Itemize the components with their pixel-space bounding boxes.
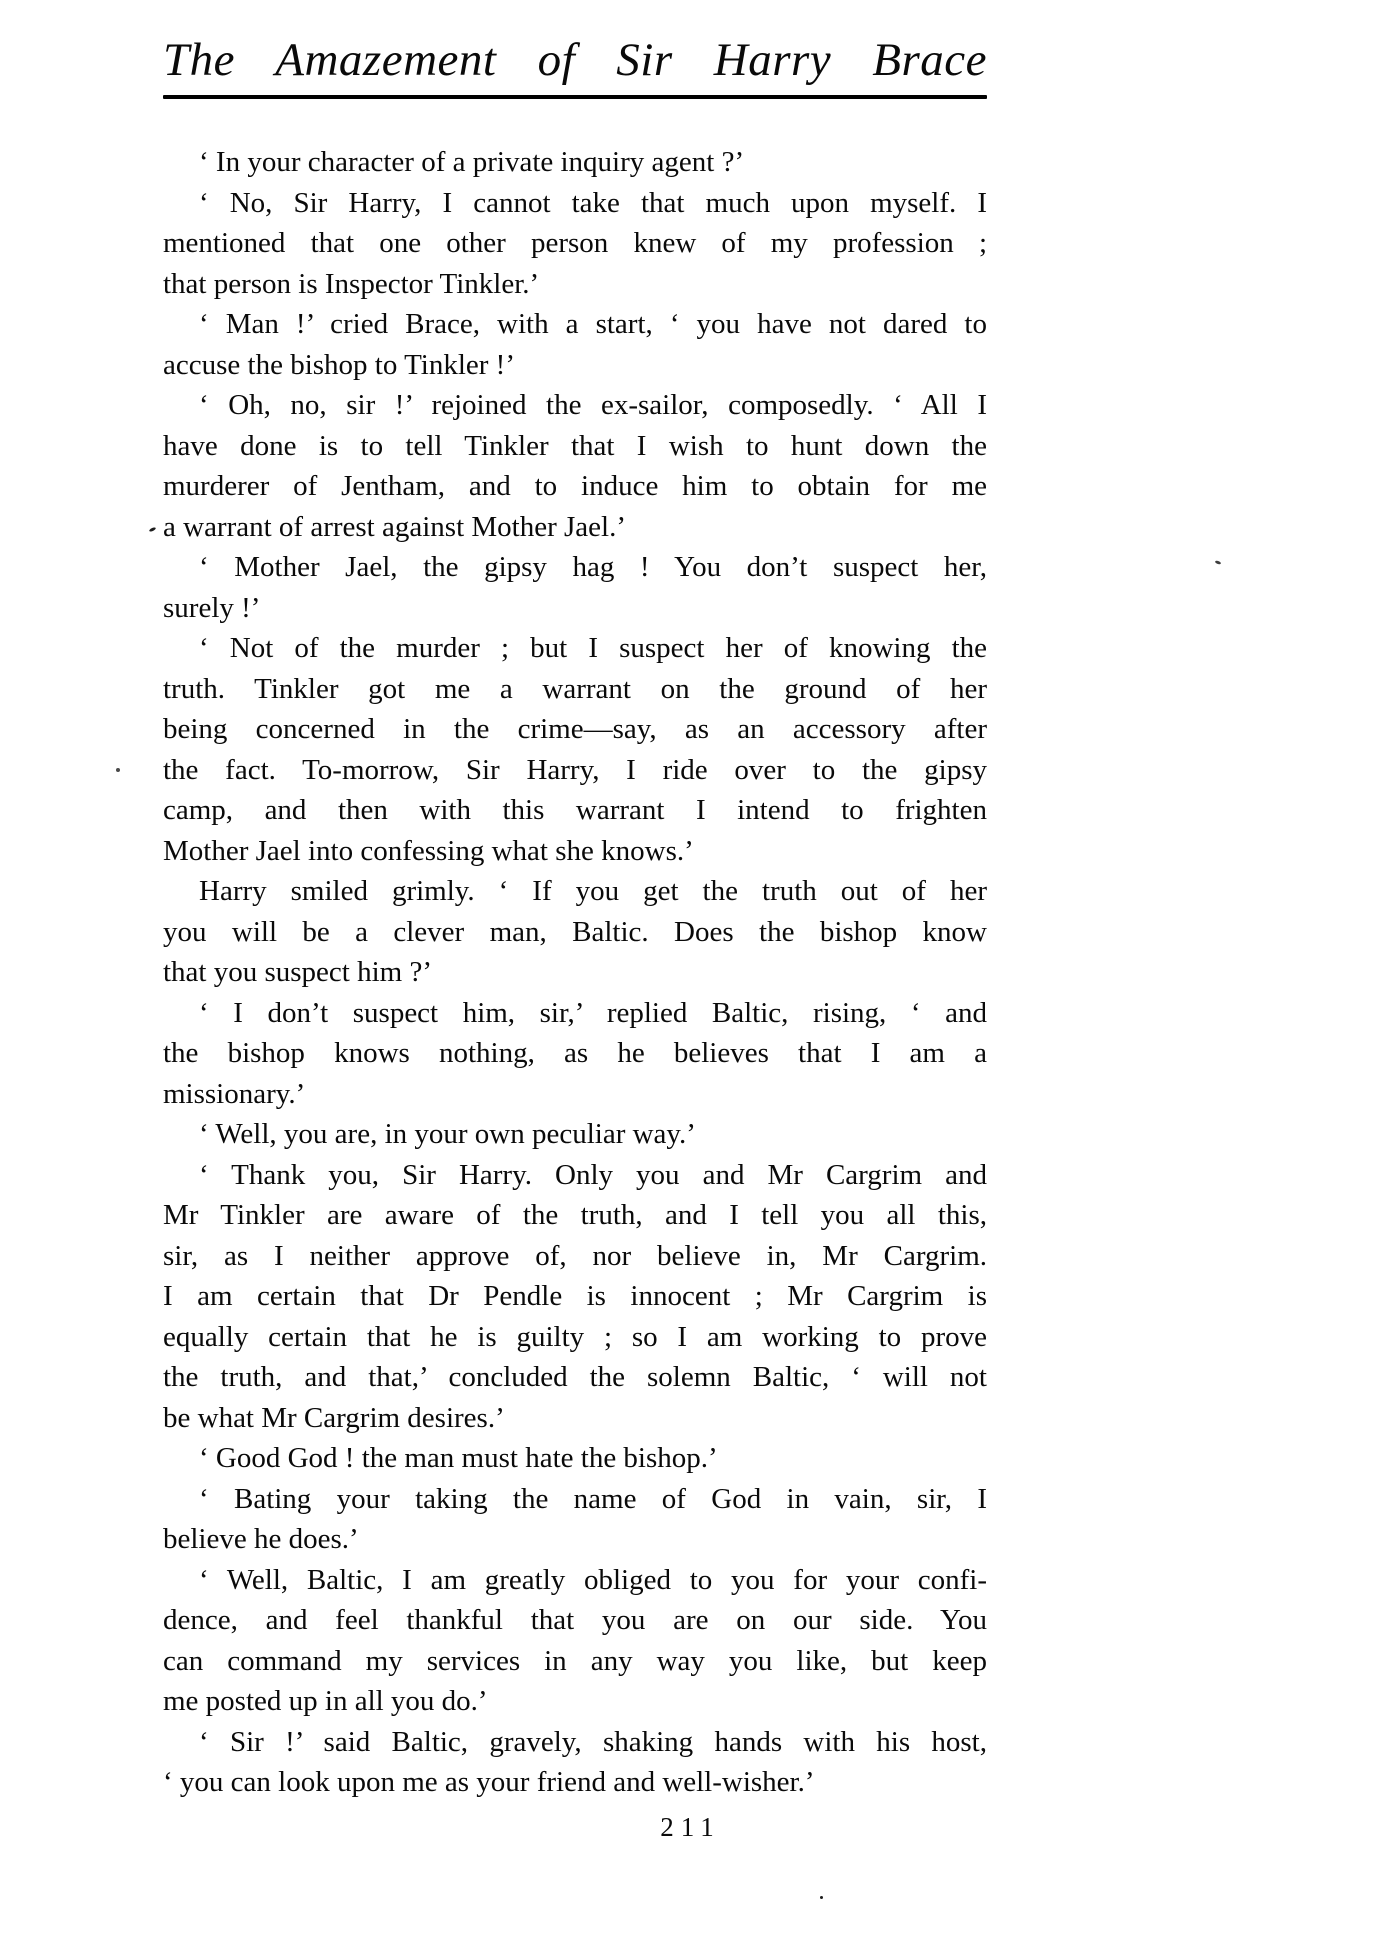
- text-line: me posted up in all you do.’: [163, 1685, 488, 1717]
- text-line: camp, and then with this warrant I intend to frighten: [163, 794, 987, 826]
- body-text: [163, 142, 987, 1803]
- text-line: sir, as I neither approve of, nor believe in, Mr Cargrim.: [163, 1239, 987, 1272]
- text-line: equally certain that he is guilty ; so I am working to prove: [163, 1320, 987, 1353]
- text-line: mentioned that one other person knew of my profession ;: [163, 227, 987, 259]
- text-line: ‘ Oh, no, sir !’ rejoined the ex-sailor, composedly. ‘ All I: [199, 389, 987, 421]
- text-line: truth. Tinkler got me a warrant on the ground of her: [163, 672, 987, 705]
- text-line: surely !’: [163, 591, 261, 624]
- text-line: ‘ Mother Jael, the gipsy hag ! You don’t suspect her,: [199, 551, 987, 583]
- text-line: can command my services in any way you like, but keep: [163, 1644, 987, 1677]
- text-line: ‘ Good God ! the man must hate the bishop.’: [199, 1442, 718, 1474]
- text-line: ‘ Bating your taking the name of God in vain, sir, I: [199, 1482, 987, 1515]
- text-line: Mother Jael into confessing what she knows.’: [163, 834, 694, 867]
- text-line: ‘ No, Sir Harry, I cannot take that much upon myself. I: [199, 186, 987, 219]
- scan-speck: [1215, 560, 1222, 565]
- page-header: [163, 33, 987, 99]
- text-line: being concerned in the crime—say, as an accessory after: [163, 713, 987, 745]
- text-line: missionary.’: [163, 1077, 306, 1110]
- text-line: I am certain that Dr Pendle is innocent ; Mr Cargrim is: [163, 1280, 987, 1312]
- text-line: the fact. To-morrow, Sir Harry, I ride over to the gipsy: [163, 753, 987, 786]
- text-line: ‘ Thank you, Sir Harry. Only you and Mr Cargrim and: [199, 1158, 987, 1191]
- text-line: Mr Tinkler are aware of the truth, and I tell you all this,: [163, 1199, 987, 1231]
- text-line: that person is Inspector Tinkler.’: [163, 267, 540, 300]
- text-line: Harry smiled grimly. ‘ If you get the truth out of her: [199, 875, 987, 907]
- text-line: dence, and feel thankful that you are on our side. You: [163, 1604, 987, 1636]
- scan-speck: [116, 768, 120, 772]
- text-line: ‘ I don’t suspect him, sir,’ replied Baltic, rising, ‘ and: [199, 996, 987, 1029]
- text-line: ‘ Sir !’ said Baltic, gravely, shaking hands with his host,: [199, 1725, 987, 1758]
- text-line: ‘ Well, you are, in your own peculiar way.’: [199, 1118, 696, 1150]
- text-line: the bishop knows nothing, as he believes that I am a: [163, 1037, 987, 1069]
- text-line: be what Mr Cargrim desires.’: [163, 1401, 505, 1434]
- text-line: murderer of Jentham, and to induce him to obtain for me: [163, 470, 987, 502]
- text-line: that you suspect him ?’: [163, 956, 433, 988]
- page-number: 211: [660, 1812, 721, 1842]
- scan-speck: [820, 1896, 823, 1899]
- text-line: believe he does.’: [163, 1523, 359, 1555]
- text-line: ‘ In your character of a private inquiry agent ?’: [199, 146, 745, 178]
- title-rule: [163, 95, 987, 99]
- text-line: you will be a clever man, Baltic. Does the bishop know: [163, 915, 987, 948]
- text-line: the truth, and that,’ concluded the solemn Baltic, ‘ will not: [163, 1361, 987, 1393]
- text-line: ‘ Well, Baltic, I am greatly obliged to you for your confi-: [199, 1563, 987, 1596]
- text-line: a warrant of arrest against Mother Jael.’: [163, 510, 626, 543]
- text-line: ‘ you can look upon me as your friend and well-wisher.’: [163, 1766, 815, 1798]
- text-line: have done is to tell Tinkler that I wish to hunt down the: [163, 429, 987, 462]
- chapter-title: The Amazement of Sir Harry Brace: [163, 34, 987, 86]
- text-line: ‘ Man !’ cried Brace, with a start, ‘ you have not dared to: [199, 308, 987, 340]
- text-line: accuse the bishop to Tinkler !’: [163, 348, 515, 381]
- text-line: ‘ Not of the murder ; but I suspect her of knowing the: [199, 632, 987, 664]
- scan-speck: [149, 527, 157, 533]
